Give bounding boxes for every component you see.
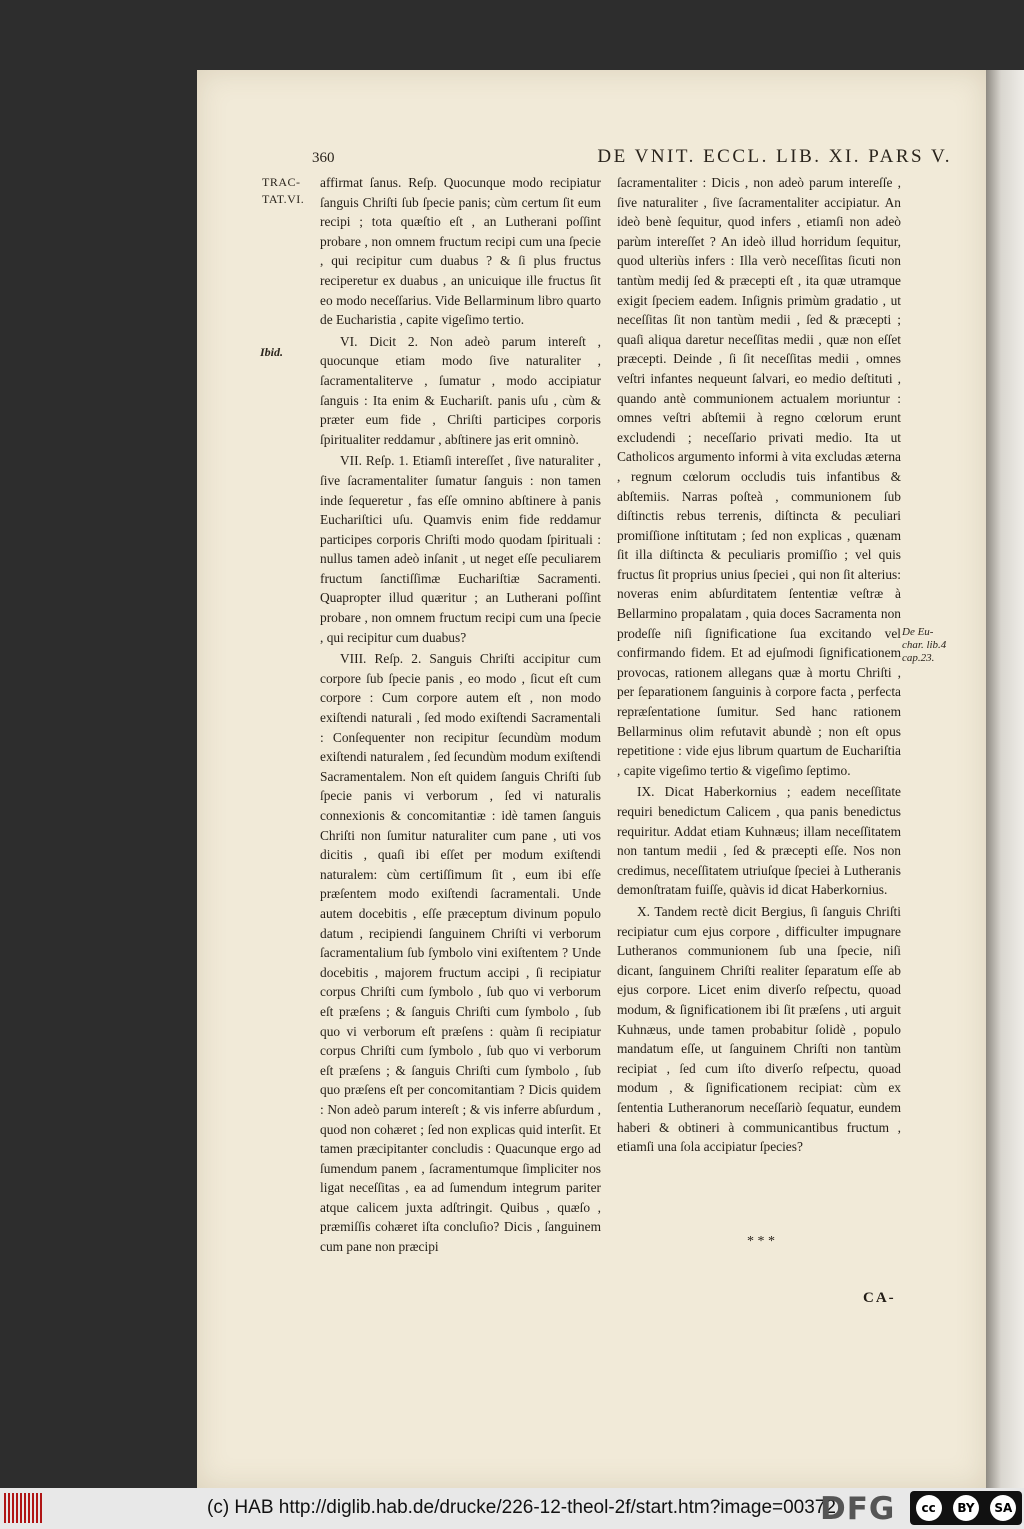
paragraph: VIII. Reſp. 2. Sanguis Chriſti accipitur cum corpore ſub ſpecie panis , eo modo , ſicut eſt cum corpore : Cum corpore autem eſt , non modo exiſtendi naturali , ſed modo exiſtendi Sacramentali : Conſequenter non recipitur ſecundùm modum exiſtendi naturalem , ſed ſecundùm modum exiſtendi Sacramentalem. Non eſt quidem ſanguis Chriſti ſub ſpecie panis vi verborum , ſed vi naturalis connexionis & concomitantiæ : idè tamen ſanguis Chriſti non ſumitur naturaliter cum pane , uti vos dicitis , quaſi ibi eſſet per modum exiſtendi naturalem: cùm certiſſimum ſit , eum ibi eſſe præſentem modo exiſtendi ſacramentali. Unde autem docebitis , eſſe præceptum divinum populo datum , recipiendi ſanguinem Chriſti vi verborum ſacramentalium ſub ſymbolo vini exiſtentem ? Unde docebitis , majorem fructum accipi , ſi recipiatur corpus Chriſti cum ſymbolo , ſub quo vi verborum eſt præſens ; & ſanguis Chriſti cum ſymbolo , ſub quo vi verborum eſt præſens : quàm ſi recipiatur corpus Chriſti cum ſymbolo , ſub quo vi verborum eſt præſens ; & ſanguis Chriſti cum ſymbolo , ſub quo præſens eſt per concomitantiam ? Dicis quidem : Non adeò parum intereſt ; & vis inferre abſurdum , quod non cohæret ; ſed non explicas quid interſit. Et tamen præcipitanter concludis : Quacunque ergo ad ſumendum panem , ſacramentumque ſimpliciter nos ligat neceſſitas , ea ad ſumendum integrum pariter atque calicem juxta adſtringit. Quibus , quæſo , præmiſſis cohæret iſta concluſio? Dicis , ſanguinem cum pane non præcipi xyxy=(320,651,601,1255)
paragraph: affirmat ſanus. Reſp. Quocunque modo recipiatur ſanguis Chriſti ſub ſpecie panis; cùm certum ſit eum recipi ; tota quæſtio eſt , an Lutherani poſſint probare , non omnem fructum recipi cum una ſpecie , qui recipitur cum duabus ? & ſi plus fructus reciperetur ex duabus , an unicuique ille fructus ſit eo modo neceſſarius. Vide Bellarminum libro quarto de Eucharistia , capite vigeſimo tertio. xyxy=(320,175,601,328)
left-text-column xyxy=(320,173,601,1257)
margin-note-line: De Eu- xyxy=(902,626,934,638)
paragraph: VI. Dicit 2. Non adeò parum intereſt , quocunque etiam modo ſive naturaliter , ſacramentaliterve , ſumatur , modo accipiatur ſanguis : Ita enim & Euchariſt. panis uſu , cùm & præter eum fide , Chriſti participes corporis ſpiritualiter reddamur , abſtinere jas erit omninò. xyxy=(320,333,601,447)
running-header xyxy=(312,146,952,168)
cc-icon: cc xyxy=(916,1495,942,1521)
page-edge-strip xyxy=(986,70,1024,1488)
copyright-link[interactable]: (c) HAB http://diglib.hab.de/drucke/226-12-theol-2f/start.htm?image=00372 xyxy=(207,1497,836,1518)
margin-note-line: char. lib.4 xyxy=(902,639,947,651)
margin-note-de-euchar xyxy=(902,626,954,665)
page-number: 360 xyxy=(312,150,335,166)
margin-note-tractatus xyxy=(262,174,304,208)
paragraph: IX. Dicat Haberkornius ; eadem neceſſitate requiri benedictum Calicem , qua panis benedictus requiritur. Addat etiam Kuhnæus; illam neceſſitatem non tantum medii , ſed & præcepti eſſe. Nos non credimus, neceſſitatem utriuſque ſpeciei à Lutheranis demonſtratam fuiſſe, quàvis id dicat Haberkornius. xyxy=(617,784,901,898)
paragraph: VII. Reſp. 1. Etiamſi intereſſet , ſive naturaliter , ſive ſacramentaliter ſumatur ſanguis : non tamen inde ſequeretur , fas eſſe omnino abſtinere à panis Euchariſtici uſu. Quamvis enim fide reddamur participes corporis Chriſti modo quodam ſpirituali : nullus tamen adeò inſanit , ut neget eſſe peculiarem fructum ſanctiſſimæ Euchariſtiæ Sacramenti. Quapropter illud quæritur ; an Lutherani poſſint probare , non omnem fructum recipi cum una ſpecie , qui recipitur cum duabus? xyxy=(320,453,601,645)
catchword: CA- xyxy=(863,1290,896,1306)
by-icon: BY xyxy=(953,1495,979,1521)
right-text-column xyxy=(617,173,901,1157)
margin-note-ibid: Ibid. xyxy=(260,345,284,359)
viewer-footer xyxy=(0,1488,1024,1529)
margin-note-line: cap.23. xyxy=(902,652,935,664)
margin-note-line: TAT.VI. xyxy=(262,192,305,206)
ornament-asterisks: * * * xyxy=(747,1234,775,1249)
paragraph: ſacramentaliter : Dicis , non adeò parum intereſſe , ſive naturaliter , ſive ſacramentaliter accipiatur. An ideò benè ſequitur, quod infers , etiamſi non adeò parùm intereſſet ? An ideò illud horridum ſequitur, quod ulteriùs infers : Illa verò neceſſitas ſicuti non tantùm medij ſed & præcepti eſt , ita quæ utramque exigit ſpeciem eadem. Inſignis primùm gradatio , ut neceſſitas ſit non tantùm medii , ſed & præcepti ; quaſi aliqua daretur neceſſitas medii , quæ non eſſet præcepti. Deinde , ſi ſit neceſſitas medii , omnes veſtri infantes nequeunt ſalvari, eo medio deſtituti , quando antè communionem actualem moriuntur : omnes veſtri abſtemii à regno cœlorum erunt excludendi ; neceſſario privati medio. Ita ut Catholicos argumento informi à vita excludas æterna , regnum cœlorum occludis tuis infantibus & abſtemiis. Narras poſteà , communionem ſub diſtinctis rebus terrenis, diſtincta & peculiari promiſſione inſtitutam ; ſed non explicas , quænam ſit illa diſtincta & peculiaris promiſſio ; vel quis fructus ſit proprius unius ſpeciei , qui non ſit alterius: noveras enim abſurditatem ſententiæ veſtræ à Bellarmino propalatam , quia doces Sacramenta non prodeſſe niſi ſignificatione ſua excitando vel confirmando fidem. Et ad ejuſmodi ſignificationem provocas, rationem allegans quæ à mortu Chriſti , per ſeparationem ſanguinis à corpore facta , perfecta repræſentatione ſumitur. Sed hanc rationem Bellarminus olim refutavit abundè ; non eſt opus repetitione : vide ejus librum quartum de Euchariſtia , capite vigeſimo tertio & vigeſimo ſeptimo. xyxy=(617,175,901,778)
sa-icon: SA xyxy=(990,1495,1016,1521)
cc-license-badge[interactable] xyxy=(910,1491,1022,1525)
running-title: DE VNIT. ECCL. LIB. XI. PARS V. xyxy=(597,146,952,167)
book-page xyxy=(197,70,986,1488)
paragraph: X. Tandem rectè dicit Bergius, ſi ſanguis Chriſti recipiatur cum ejus corpore , difficulter impugnare Lutheranos communionem ſub una ſpecie, niſi dicant, ſanguinem Chriſti realiter ſeparatum eſſe ab ejus corpore. Licet enim diverſo reſpectu, quoad modum, & ſignificationem ibi ſit præſens , uti arguit Kuhnæus, unde tamen probabitur ſolidè , populo mandatum eſſe, ut ſanguinem Chriſti non tantùm recipiat , ſed cum iſto diverſo reſpectu, quoad modum , & ſignificationem recipiat: cùm ex ſententia Lutheranorum neceſſariò ſequatur, eundem haberi & obtineri à communicantibus fructum , etiamſi una ſola accipiatur ſpecies? xyxy=(617,903,901,1155)
dfg-logo: DFG xyxy=(820,1491,896,1527)
margin-note-line: TRAC- xyxy=(262,175,301,189)
barcode-icon xyxy=(4,1493,44,1523)
